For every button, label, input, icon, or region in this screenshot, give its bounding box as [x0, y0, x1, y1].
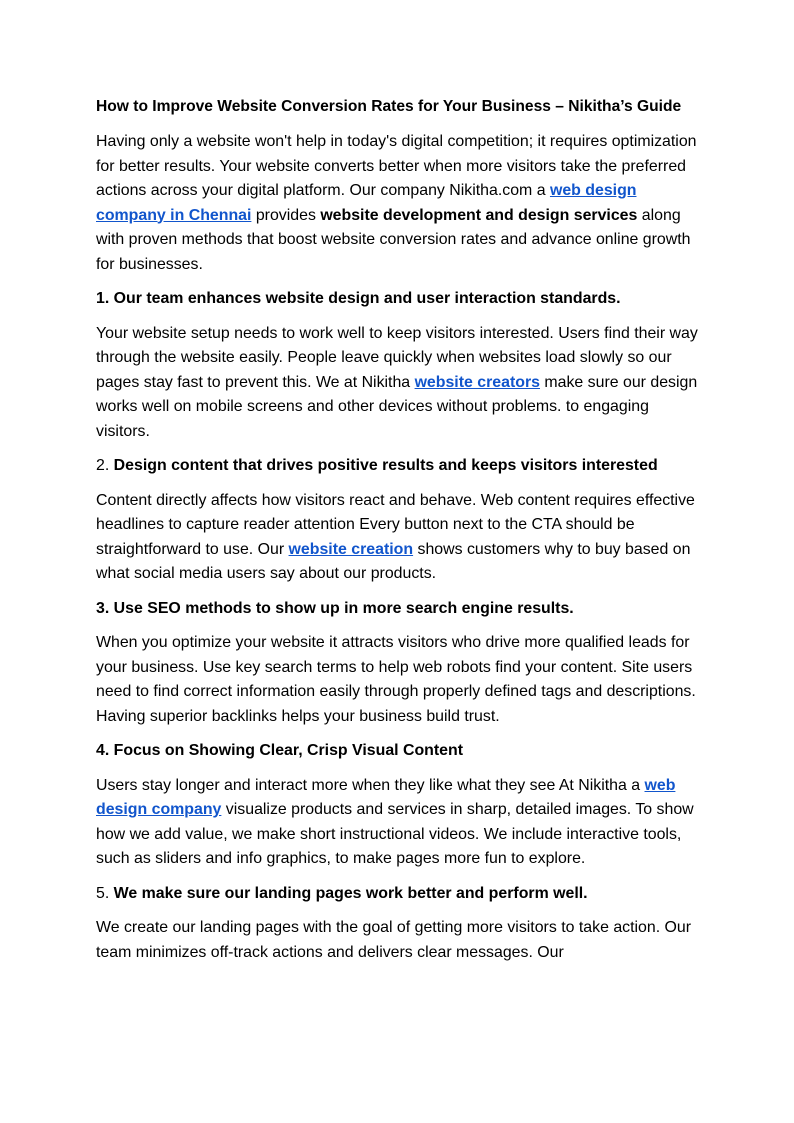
section-4-paragraph [96, 774, 700, 872]
section-4-heading-text: 4. Focus on Showing Clear, Crisp Visual Content [96, 742, 464, 759]
section-3-paragraph [96, 631, 700, 729]
section-1-heading [96, 287, 700, 312]
intro-paragraph [96, 130, 700, 277]
section-2-number: 2. [96, 457, 114, 474]
section-3-text-1: When you optimize your website it attracts visitors who drive more qualified leads for your business. Use key search terms to help web robots find your content. Site users need to find correct information easily through properly defined tags and descriptions. Having superior backlinks helps your business build trust. [96, 634, 696, 725]
website-creation-link[interactable]: website creation [288, 540, 414, 558]
section-5-number: 5. [96, 884, 114, 902]
document-page [96, 96, 700, 975]
section-2-paragraph [96, 489, 700, 587]
section-5-heading-text: We make sure our landing pages work better and perform well. [113, 884, 588, 902]
web-design-company-chennai-link[interactable]: web design company in Chennai [96, 182, 637, 224]
intro-text-3: along with proven methods that boost website conversion rates and advance online growth for businesses. [96, 206, 691, 273]
section-1-text-1: Your website setup needs to work well to keep visitors interested. Users find their way through the website easily. People leave quickly when websites load slowly so our pages stay fast to prevent this. We at Nikitha [96, 324, 698, 391]
section-3-heading-text: 3. Use SEO methods to show up in more search engine results. [96, 599, 574, 617]
section-5-paragraph [96, 916, 700, 965]
intro-text-1: Having only a website won't help in today's digital competition; it requires optimization for better results. Your website converts better when more visitors take the preferred actions across your digital platform. Our company Nikitha.com a [96, 133, 697, 199]
section-1-text-2: make sure our design works well on mobile screens and other devices without problems. to engaging visitors. [96, 373, 698, 440]
section-1-paragraph [96, 322, 700, 445]
section-2-heading [96, 454, 700, 479]
section-4-text-2: visualize products and services in sharp, detailed images. To show how we add value, we make short instructional videos. We include interactive tools, such as sliders and info graphics, to make pages more fun to explore. [96, 801, 694, 867]
website-creators-link[interactable]: website creators [414, 373, 540, 391]
section-5-text-1: We create our landing pages with the goal of getting more visitors to take action. Our team minimizes off-track actions and delivers clear messages. Our [96, 919, 692, 961]
document-title: How to Improve Website Conversion Rates for Your Business – Nikitha’s Guide [96, 98, 682, 115]
section-5-heading [96, 882, 700, 907]
intro-bold-services: website development and design services [320, 206, 638, 224]
section-2-heading-text: Design content that drives positive results and keeps visitors interested [113, 457, 658, 474]
web-design-company-link[interactable]: web design company [96, 776, 676, 818]
intro-text-2: provides [251, 206, 321, 224]
section-2-text-1: Content directly affects how visitors react and behave. Web content requires effective headlines to capture reader attention Every button next to the CTA should be straightforward to use. Our [96, 491, 695, 558]
section-2-text-2: shows customers why to buy based on what social media users say about our products. [96, 540, 691, 582]
section-3-heading [96, 597, 700, 622]
section-4-text-1: Users stay longer and interact more when they like what they see At Nikitha a [96, 776, 645, 794]
section-4-heading [96, 739, 700, 764]
section-1-heading-text: 1. Our team enhances website design and user interaction standards. [96, 290, 621, 307]
